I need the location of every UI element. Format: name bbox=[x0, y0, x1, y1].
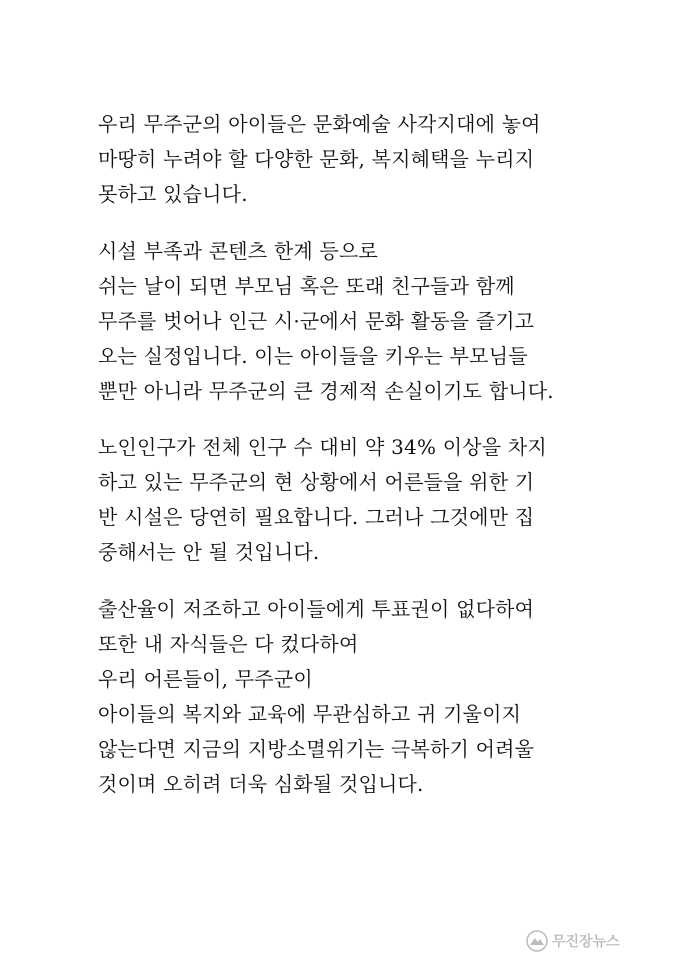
text-line: 시설 부족과 콘텐츠 한계 등으로 bbox=[98, 239, 378, 263]
text-line: 아이들의 복지와 교육에 무관심하고 귀 기울이지 bbox=[98, 702, 522, 726]
text-line: 하고 있는 무주군의 현 상황에서 어른들을 위한 기 bbox=[98, 470, 535, 494]
text-line: 뿐만 아니라 무주군의 큰 경제적 손실이기도 합니다. bbox=[98, 379, 554, 403]
text-line: 노인인구가 전체 인구 수 대비 약 34% 이상을 차지 bbox=[98, 435, 547, 459]
text-line: 않는다면 지금의 지방소멸위기는 극복하기 어려울 bbox=[98, 737, 535, 761]
text-line: 또한 내 자식들은 다 컸다하여 bbox=[98, 632, 359, 656]
text-line: 마땅히 누려야 할 다양한 문화, 복지혜택을 누리지 bbox=[98, 147, 535, 171]
text-line: 것이며 오히려 더욱 심화될 것입니다. bbox=[98, 772, 424, 796]
watermark-text: 무진장뉴스 bbox=[552, 934, 620, 950]
text-line: 우리 무주군의 아이들은 문화예술 사각지대에 놓여 bbox=[98, 112, 541, 136]
watermark bbox=[526, 930, 666, 952]
text-line: 우리 어른들이, 무주군이 bbox=[98, 667, 313, 691]
mountain-logo-icon bbox=[526, 930, 548, 952]
text-line: 출산율이 저조하고 아이들에게 투표권이 없다하여 bbox=[98, 597, 535, 621]
text-line: 오는 실정입니다. 이는 아이들을 키우는 부모님들 bbox=[98, 344, 528, 368]
text-line: 못하고 있습니다. bbox=[98, 182, 248, 206]
text-line: 반 시설은 당연히 필요합니다. 그러나 그것에만 집 bbox=[98, 505, 535, 529]
text-line: 중해서는 안 될 것입니다. bbox=[98, 540, 320, 564]
text-line: 무주를 벗어나 인근 시·군에서 문화 활동을 즐기고 bbox=[98, 309, 535, 333]
text-line: 쉬는 날이 되면 부모님 혹은 또래 친구들과 함께 bbox=[98, 274, 515, 298]
